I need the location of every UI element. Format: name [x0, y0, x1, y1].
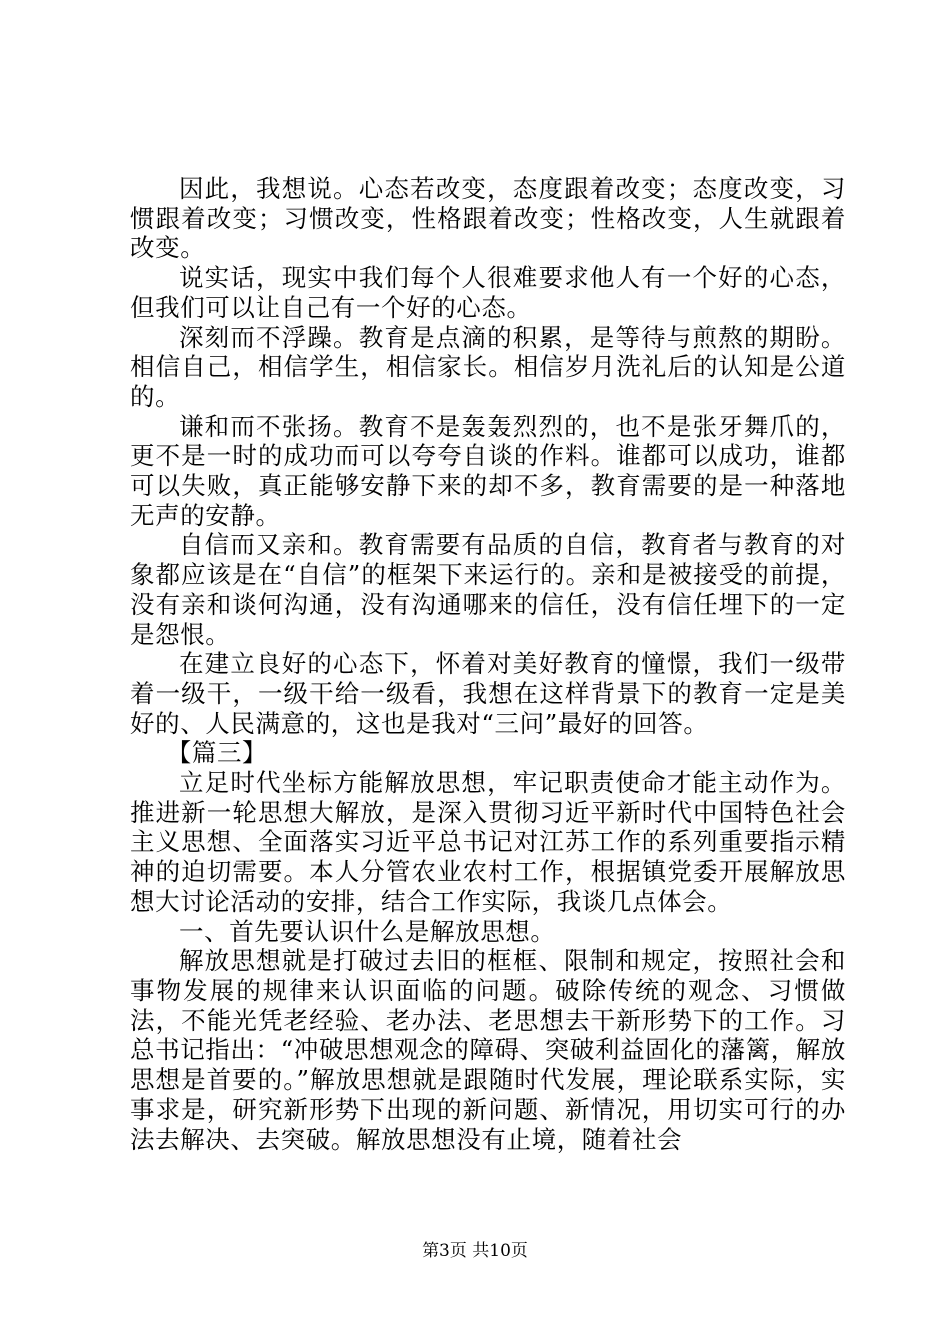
- paragraph: 立足时代坐标方能解放思想，牢记职责使命才能主动作为。推进新一轮思想大解放，是深入贯彻习近平新时代中国特色社会主义思想、全面落实习近平总书记对江苏工作的系列重要指示精神的迫切需要。本人分管农业农村工作，根据镇党委开展解放思想大讨论活动的安排，结合工作实际，我谈几点体会。: [130, 768, 846, 916]
- paragraph: 谦和而不张扬。教育不是轰轰烈烈的，也不是张牙舞爪的，更不是一时的成功而可以夸夸自谈的作料。谁都可以成功，谁都可以失败，真正能够安静下来的却不多，教育需要的是一种落地无声的安静。: [130, 411, 846, 530]
- paragraph: 说实话，现实中我们每个人很难要求他人有一个好的心态，但我们可以让自己有一个好的心态。: [130, 263, 846, 322]
- subheading: 一、首先要认识什么是解放思想。: [179, 916, 556, 946]
- page-footer: 第3页 共10页: [422, 1241, 528, 1261]
- paragraph: 因此，我想说。心态若改变，态度跟着改变；态度改变，习惯跟着改变；习惯改变，性格跟着改变；性格改变，人生就跟着改变。: [130, 174, 846, 263]
- paragraph: 深刻而不浮躁。教育是点滴的积累，是等待与煎熬的期盼。相信自己，相信学生，相信家长。相信岁月洗礼后的认知是公道的。: [130, 322, 846, 411]
- document-body: [130, 174, 846, 1154]
- paragraph: 在建立良好的心态下，怀着对美好教育的憧憬，我们一级带着一级干，一级干给一级看，我想在这样背景下的教育一定是美好的、人民满意的，这也是我对“三问”最好的回答。: [130, 649, 846, 738]
- paragraph: 自信而又亲和。教育需要有品质的自信，教育者与教育的对象都应该是在“自信”的框架下来运行的。亲和是被接受的前提，没有亲和谈何沟通，没有沟通哪来的信任，没有信任埋下的一定是怨恨。: [130, 530, 846, 649]
- paragraph: 解放思想就是打破过去旧的框框、限制和规定，按照社会和事物发展的规律来认识面临的问题。破除传统的观念、习惯做法，不能光凭老经验、老办法、老思想去干新形势下的工作。习总书记指出：“冲破思想观念的障碍、突破利益固化的藩篱，解放思想是首要的。”解放思想就是跟随时代发展，理论联系实际，实事求是，研究新形势下出现的新问题、新情况，用切实可行的办法去解决、去突破。解放思想没有止境，随着社会: [130, 946, 846, 1154]
- section-heading: 【篇三】: [166, 738, 268, 768]
